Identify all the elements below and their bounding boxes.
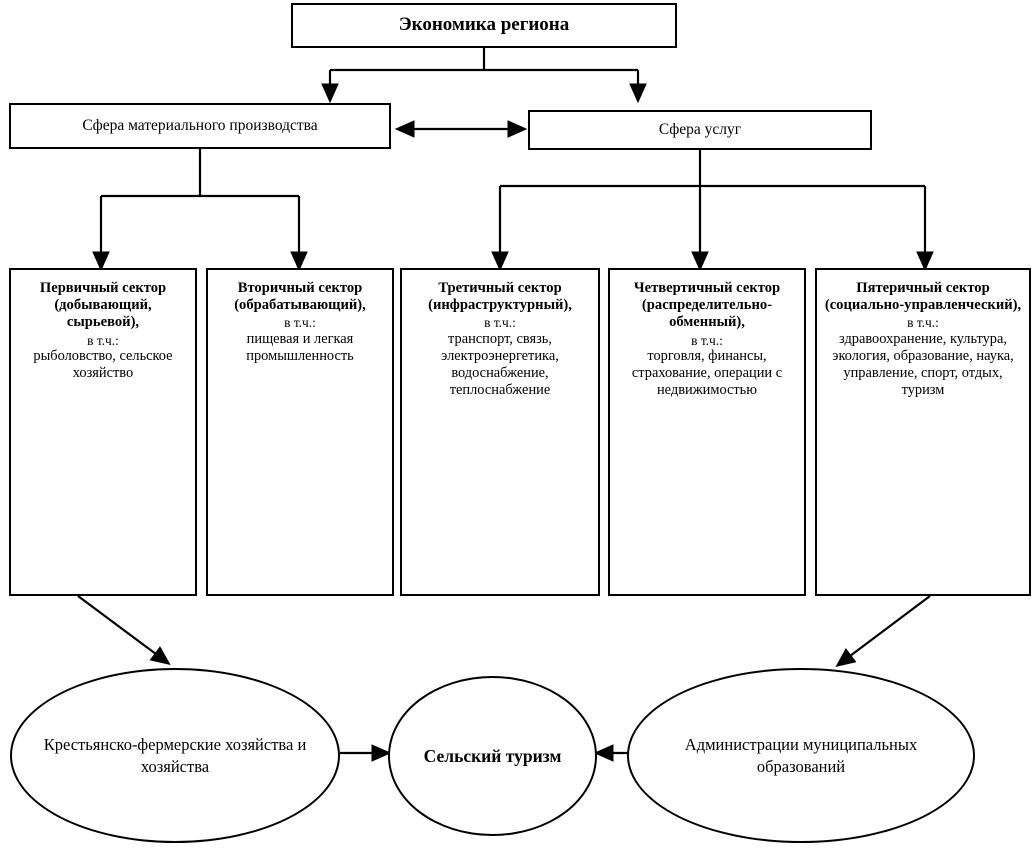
node-sector-quinary-title: Пятеричный сектор (социально-управленческий), [824, 280, 1022, 314]
node-sector-tertiary-included-label: в т.ч.: [484, 315, 516, 331]
node-sector-quinary-included-label: в т.ч.: [907, 315, 939, 331]
node-sector-quaternary-title: Четвертичный сектор (распределительно-обменный), [633, 280, 781, 331]
node-outcome-administrations[interactable] [627, 668, 975, 843]
node-sector-secondary-included-label: в т.ч.: [284, 315, 316, 331]
node-sector-tertiary-title: Третичный сектор (инфраструктурный), [428, 280, 572, 314]
node-sector-secondary[interactable] [206, 268, 394, 596]
node-sphere-services-label: Сфера услуг [658, 120, 742, 138]
node-root[interactable] [291, 3, 677, 48]
node-sector-primary-title: Первичный сектор (добывающий, сырьевой), [39, 280, 167, 331]
node-sector-quinary-body: здравоохранение, культура, экология, образование, наука, управление, спорт, отдых, туризм [832, 331, 1014, 399]
node-outcome-administrations-label: Администрации муниципальных образований [684, 735, 918, 776]
node-outcome-rural-tourism[interactable] [388, 676, 597, 836]
node-sector-secondary-title: Вторичный сектор (обрабатывающий), [234, 280, 366, 314]
node-sector-secondary-body: пищевая и легкая промышленность [246, 331, 354, 365]
node-root-label: Экономика региона [398, 14, 570, 36]
node-sphere-material-production[interactable] [9, 103, 391, 149]
node-sector-quinary[interactable] [815, 268, 1031, 596]
node-sector-quaternary[interactable] [608, 268, 806, 596]
node-sector-quaternary-included-label: в т.ч.: [691, 332, 723, 348]
node-sector-tertiary-body: транспорт, связь, электроэнергетика, водоснабжение, теплоснабжение [441, 331, 559, 399]
node-sector-primary-body: рыболовство, сельское хозяйство [33, 348, 173, 382]
node-sector-quaternary-body: торговля, финансы, страхование, операции с недвижимостью [631, 348, 783, 399]
node-sector-primary-included-label: в т.ч.: [87, 332, 119, 348]
node-sphere-material-production-label: Сфера материального производства [82, 116, 318, 134]
node-sphere-services[interactable] [528, 110, 872, 150]
node-outcome-rural-tourism-label: Сельский туризм [423, 745, 562, 766]
node-sector-primary[interactable] [9, 268, 197, 596]
node-sector-tertiary[interactable] [400, 268, 600, 596]
node-outcome-farms-label: Крестьянско-фермерские хозяйства и хозяйства [43, 735, 307, 776]
node-outcome-farms[interactable] [10, 668, 340, 843]
